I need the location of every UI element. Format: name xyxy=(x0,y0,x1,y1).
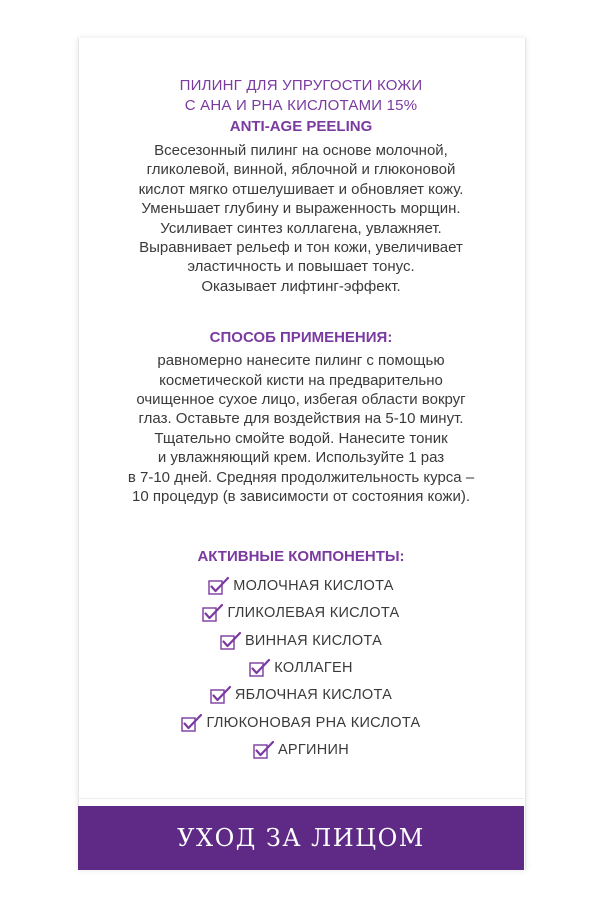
component-label: ГЛИКОЛЕВАЯ КИСЛОТА xyxy=(227,605,400,622)
usage-line: очищенное сухое лицо, избегая области вокруг xyxy=(136,391,466,409)
component-label: ЯБЛОЧНАЯ КИСЛОТА xyxy=(234,687,393,704)
product-subtitle: ANTI-AGE PEELING xyxy=(229,118,373,135)
component-label: ГЛЮКОНОВАЯ РНА КИСЛОТА xyxy=(206,714,421,731)
product-title-line-1: ПИЛИНГ ДЛЯ УПРУГОСТИ КОЖИ xyxy=(179,77,423,94)
checkbox-check-icon xyxy=(220,631,242,651)
usage-line: равномерно нанесите пилинг с помощью xyxy=(157,352,445,370)
component-item xyxy=(78,654,524,681)
checkbox-check-icon xyxy=(181,713,203,733)
description-line: кислот мягко отшелушивает и обновляет кожу. xyxy=(138,180,464,198)
component-label: ВИННАЯ КИСЛОТА xyxy=(244,632,383,649)
usage-line: 10 процедур (в зависимости от состояния кожи). xyxy=(132,488,470,506)
description-line: гликолевой, винной, яблочной и глюконовой xyxy=(146,161,456,179)
components-heading: АКТИВНЫЕ КОМПОНЕНТЫ: xyxy=(197,547,405,565)
component-item xyxy=(78,627,524,654)
checkbox-check-icon xyxy=(249,658,271,678)
component-label: АРГИНИН xyxy=(277,741,350,758)
description-line: Усиливает синтез коллагена, увлажняет. xyxy=(160,219,442,237)
component-item xyxy=(78,573,524,600)
usage-line: глаз. Оставьте для воздействия на 5-10 минут. xyxy=(138,410,464,428)
component-item xyxy=(78,709,524,736)
checkbox-check-icon xyxy=(210,685,232,705)
description-line: эластичность и повышает тонус. xyxy=(187,258,415,276)
component-item xyxy=(78,682,524,709)
checkbox-check-icon xyxy=(208,576,230,596)
panel-divider xyxy=(78,798,524,799)
usage-line: Тщательно смойте водой. Нанесите тоник xyxy=(154,429,448,447)
label-content xyxy=(78,76,524,764)
component-item xyxy=(78,600,524,627)
component-label: МОЛОЧНАЯ КИСЛОТА xyxy=(233,578,394,595)
footer-band xyxy=(78,806,524,870)
description-line: Всесезонный пилинг на основе молочной, xyxy=(154,142,448,159)
checkbox-check-icon xyxy=(253,740,275,760)
component-label: КОЛЛАГЕН xyxy=(274,660,353,677)
usage-text xyxy=(78,351,524,506)
footer-label: УХОД ЗА ЛИЦОМ xyxy=(177,824,425,852)
component-item xyxy=(78,736,524,763)
usage-line: косметической кисти на предварительно xyxy=(159,371,443,389)
checkbox-check-icon xyxy=(202,603,224,623)
description-line: Оказывает лифтинг-эффект. xyxy=(201,277,401,295)
description xyxy=(78,141,524,296)
usage-heading: СПОСОБ ПРИМЕНЕНИЯ: xyxy=(209,329,393,347)
components-list xyxy=(78,573,524,764)
product-title-line-2: С АНА И РНА КИСЛОТАМИ 15% xyxy=(184,97,418,114)
description-line: Выравнивает рельеф и тон кожи, увеличивает xyxy=(139,239,463,257)
description-line: Уменьшает глубину и выраженность морщин. xyxy=(141,200,461,218)
usage-line: в 7-10 дней. Средняя продолжительность курса – xyxy=(127,468,475,486)
usage-line: и увлажняющий крем. Используйте 1 раз xyxy=(157,449,445,467)
